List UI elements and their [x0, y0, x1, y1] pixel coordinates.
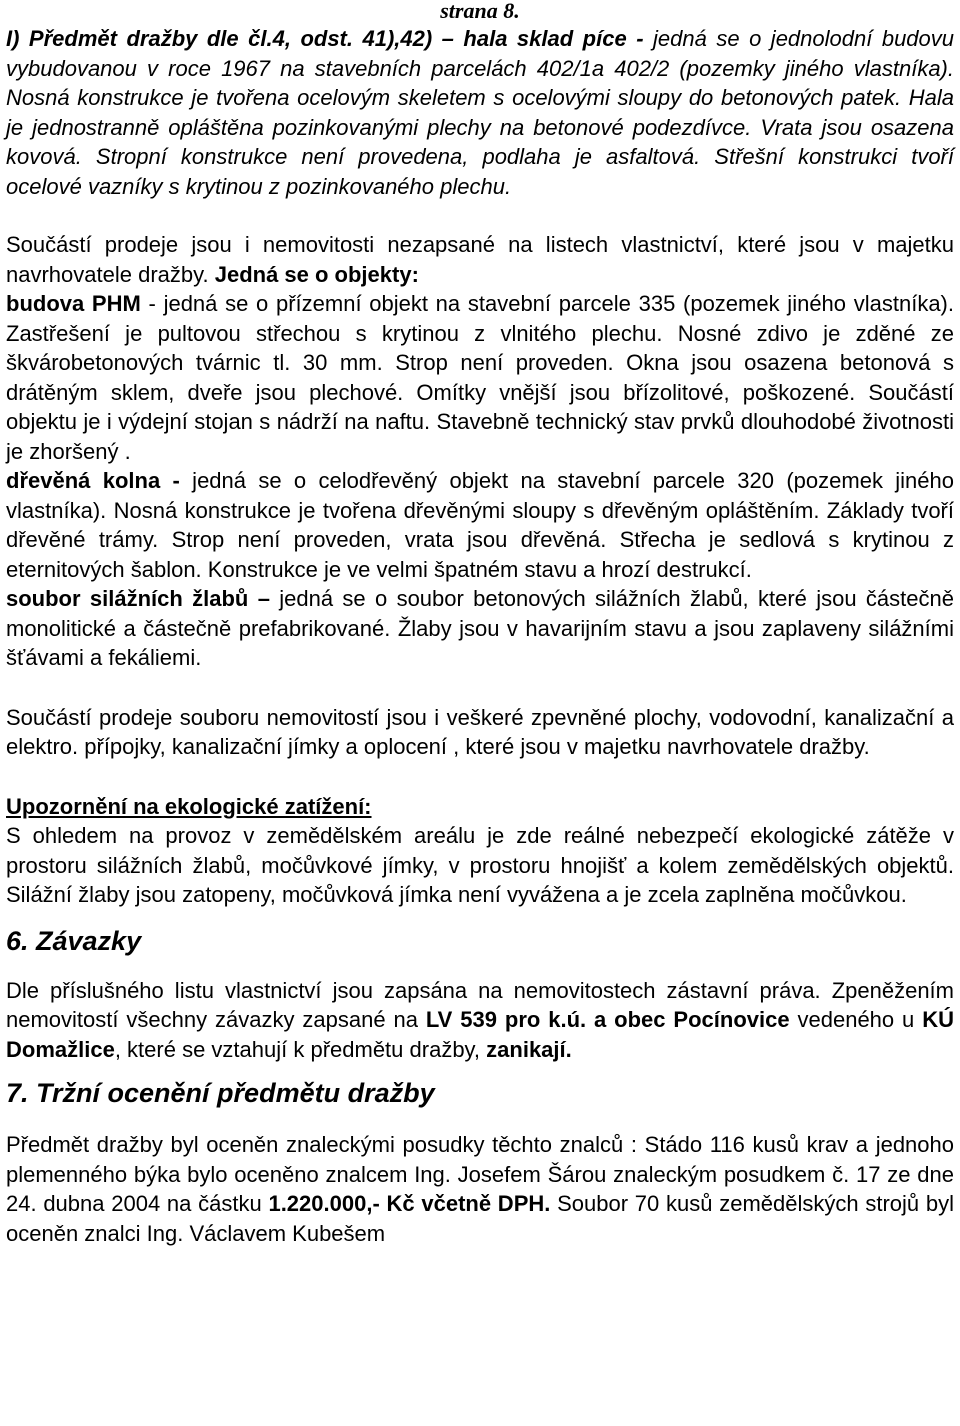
- section-6-lv: LV 539 pro k.ú. a obec Pocínovice: [425, 1007, 790, 1032]
- object-zlaby-title: soubor silážních žlabů –: [6, 586, 270, 611]
- section-7-heading: 7. Tržní ocenění předmětu dražby: [6, 1078, 435, 1108]
- section-6-text-2: vedeného u: [789, 1007, 923, 1032]
- object-zlaby-paragraph: [6, 584, 954, 673]
- object-phm-title: budova PHM: [6, 291, 141, 316]
- page-number: strana 8.: [440, 0, 520, 23]
- section-7-price: 1.220.000,- Kč včetně DPH.: [268, 1191, 551, 1216]
- section-hala-paragraph: [6, 24, 954, 201]
- section-6-ku: KÚ Domažlice: [6, 1007, 954, 1062]
- object-kolna-title: dřevěná kolna -: [6, 468, 180, 493]
- object-zlaby-text: jedná se o soubor betonových silážních žlabů, které jsou částečně monolitické a částečně prefabrikované. Žlaby jsou v havarijním stavu a jsou zaplaveny silážními šťávami a fekáliemi.: [6, 586, 954, 670]
- unregistered-paragraph: [6, 230, 954, 289]
- object-phm-text: - jedná se o přízemní objekt na stavební parcele 335 (pozemek jiného vlastníka). Zastřešení je pultovou střechou s krytinou z vlnitého plechu. Nosné zdivo je zděné ze škvárobetonových tvárnic tl. 30 mm. Strop není proveden. Okna jsou osazena betonová s drátěným sklem, dveře jsou plechové. Omítky vnější jsou břízolitové, poškozené. Součástí objektu je i výdejní stojan s nádrží na naftu. Stavebně technický stav prvků dlouhodobé životnosti je zhoršený .: [6, 291, 954, 464]
- section-6-zanikaji: zanikají.: [486, 1036, 572, 1062]
- section-hala-title: I) Předmět dražby dle čl.4, odst. 41),42) – hala sklad píce -: [6, 26, 644, 51]
- objects-lead: Jedná se o objekty:: [214, 261, 419, 287]
- section-6-paragraph: [6, 976, 954, 1065]
- section-7-text-1: Předmět dražby byl oceněn znaleckými posudky těchto znalců : Stádo 116 kusů krav a jednoho plemenného býka bylo oceněno znalcem Ing. Josefem Šárou znaleckým posudkem č. 17 ze dne 24. dubna 2004 na částku: [6, 1132, 954, 1216]
- eco-title: Upozornění na ekologické zatížení:: [6, 793, 372, 819]
- unregistered-text: Součástí prodeje jsou i nemovitosti nezapsané na listech vlastnictví, které jsou v majetku navrhovatele dražby.: [6, 232, 954, 287]
- section-7-paragraph: [6, 1130, 954, 1248]
- utilities-paragraph: Součástí prodeje souboru nemovitostí jsou i veškeré zpevněné plochy, vodovodní, kanalizační a elektro. přípojky, kanalizační jímky a oplocení , které jsou v majetku navrhovatele dražby.: [6, 704, 954, 759]
- eco-paragraph: S ohledem na provoz v zemědělském areálu je zde reálné nebezpečí ekologické zátěže v prostoru silážních žlabů, močůvkové jímky, v prostoru hnojišť a kolem zemědělských objektů. Silážní žlaby jsou zatopeny, močůvková jímka není vyvážena a je zcela zaplněna močůvkou.: [6, 823, 954, 907]
- object-kolna-paragraph: [6, 466, 954, 584]
- section-7-text-2: Soubor 70 kusů zemědělských strojů byl oceněn znalci Ing. Václavem Kubešem: [6, 1191, 954, 1246]
- object-phm-paragraph: [6, 289, 954, 466]
- object-kolna-text: jedná se o celodřevěný objekt na stavební parcele 320 (pozemek jiného vlastníka). Nosná konstrukce je tvořena dřevěnými sloupy s dřevěným opláštěním. Základy tvoří dřevěné trámy. Strop není proveden, vrata jsou dřevěná. Střecha je sedlová s krytinou z eternitových šablon. Konstrukce je ve velmi špatném stavu a hrozí destrukcí.: [6, 468, 954, 582]
- document-body: [6, 24, 954, 1248]
- section-6-text-3: , které se vztahují k předmětu dražby,: [114, 1036, 487, 1062]
- section-hala-text: jedná se o jednolodní budovu vybudovanou v roce 1967 na stavebních parcelách 402/1a 402/2 (pozemky jiného vlastníka). Nosná konstrukce je tvořena ocelovým skeletem s ocelovými sloupy do betonových patek. Hala je jednostranně opláštěna pozinkovanými plechy na betonové podezdívce. Vrata jsou osazena kovová. Stropní konstrukce není provedena, podlaha je asfaltová. Střešní konstrukci tvoří ocelové vazníky s krytinou z pozinkovaného plechu.: [6, 26, 955, 199]
- section-6-heading: 6. Závazky: [6, 925, 142, 956]
- section-6-text-1: Dle příslušného listu vlastnictví jsou zapsána na nemovitostech zástavní práva. Zpeněžením nemovitostí všechny závazky zapsané na: [6, 977, 954, 1032]
